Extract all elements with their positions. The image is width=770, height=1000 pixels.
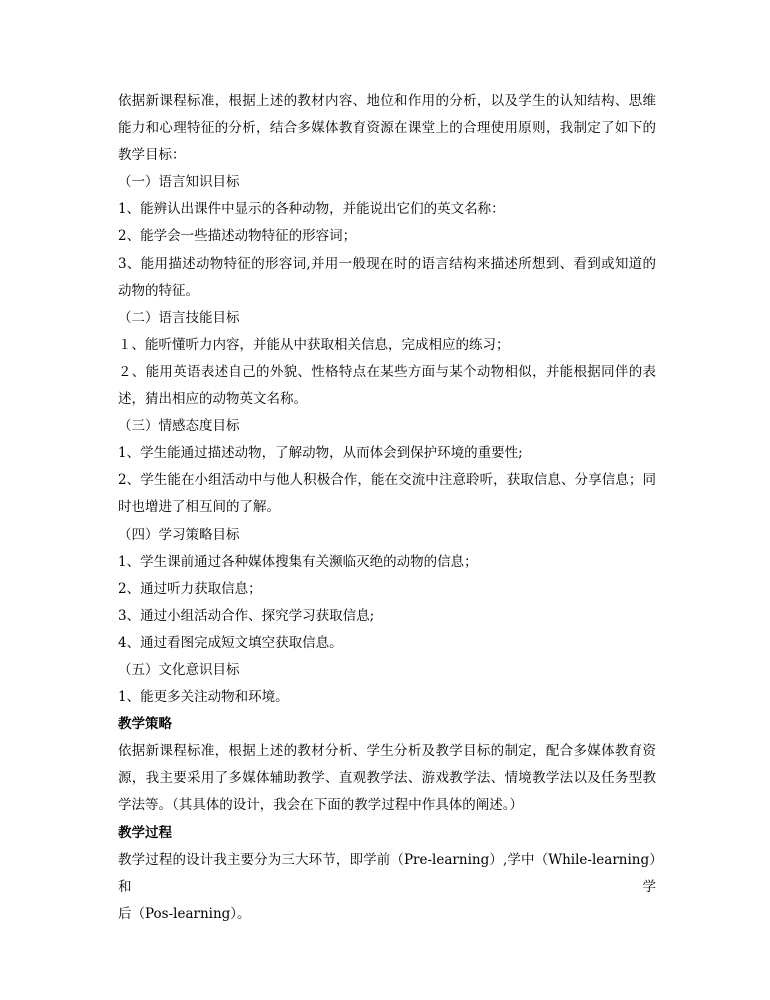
- document-page: [118, 88, 656, 928]
- paragraph-line: 依据新课程标准，根据上述的教材分析、学生分析及教学目标的制定，配合多媒体教育资: [118, 743, 656, 760]
- list-item: 1、学生能通过描述动物，了解动物，从而体会到保护环境的重要性;: [118, 445, 523, 462]
- list-item: １、能听懂听力内容，并能从中获取相关信息，完成相应的练习；: [118, 336, 510, 353]
- paragraph-line: 教学目标：: [118, 147, 186, 164]
- paragraph-line: 源，我主要采用了多媒体辅助教学、直观教学法、游戏教学法、情境教学法以及任务型教: [118, 770, 656, 787]
- section-heading: （三）情感态度目标: [118, 418, 240, 435]
- section-heading: （一）语言知识目标: [118, 174, 240, 191]
- list-item: 2、能学会一些描述动物特征的形容词；: [118, 228, 357, 245]
- paragraph-line: 依据新课程标准，根据上述的教材内容、地位和作用的分析，以及学生的认知结构、思维: [118, 93, 656, 109]
- list-item-continuation: 动物的特征。: [118, 282, 199, 299]
- section-heading: （四）学习策略目标: [118, 526, 240, 543]
- list-item: ２、能用英语表述自己的外貌、性格特点在某些方面与某个动物相似，并能根据同伴的表: [118, 363, 656, 380]
- list-item: 3、通过小组活动合作、探究学习获取信息;: [118, 607, 375, 624]
- list-item: 2、通过听力获取信息；: [118, 580, 262, 597]
- list-item-continuation: 述，猜出相应的动物英文名称。: [118, 391, 307, 408]
- paragraph-line: 教学过程的设计我主要分为三大环节，即学前（Pre-learning）,学中（While-learning）和学: [118, 851, 656, 895]
- list-item: 4、通过看图完成短文填空获取信息。: [118, 634, 343, 651]
- list-item: 1、能辨认出课件中显示的各种动物，并能说出它们的英文名称：: [118, 201, 505, 218]
- list-item: 2、学生能在小组活动中与他人积极合作，能在交流中注意聆听，获取信息、分享信息；同: [118, 472, 656, 489]
- list-item: 1、能更多关注动物和环境。: [118, 689, 289, 706]
- paragraph-line: 后（Pos-learning）。: [118, 905, 251, 922]
- list-item: 3、能用描述动物特征的形容词,并用一般现在时的语言结构来描述所想到、看到或知道的: [118, 255, 656, 272]
- bold-heading: 教学过程: [118, 824, 172, 841]
- section-heading: （二）语言技能目标: [118, 309, 240, 326]
- paragraph-line: 能力和心理特征的分析，结合多媒体教育资源在课堂上的合理使用原则，我制定了如下的: [118, 120, 656, 137]
- list-item: 1、学生课前通过各种媒体搜集有关濒临灭绝的动物的信息；: [118, 553, 478, 570]
- bold-heading: 教学策略: [118, 716, 172, 733]
- section-heading: （五）文化意识目标: [118, 661, 240, 678]
- list-item-continuation: 时也增进了相互间的了解。: [118, 499, 280, 516]
- paragraph-line: 学法等。（其具体的设计，我会在下面的教学过程中作具体的阐述。）: [118, 797, 523, 814]
